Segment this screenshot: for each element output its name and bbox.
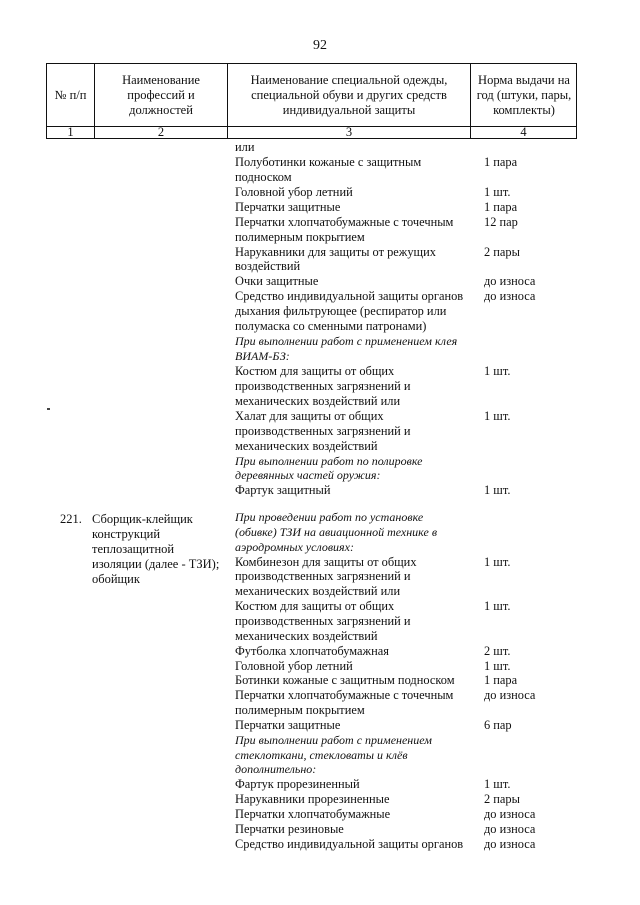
equipment-item: ВИАМ-БЗ: <box>235 349 290 364</box>
issue-norm: 1 шт. <box>484 554 511 569</box>
equipment-item: Средство индивидуальной защиты органов <box>235 289 464 304</box>
column-number-1: 1 <box>67 124 74 139</box>
equipment-item: Костюм для защиты от общих <box>235 363 395 378</box>
issue-norm: 1 шт. <box>484 658 511 673</box>
equipment-item: Фартук прорезиненный <box>235 777 360 792</box>
issue-norm: до износа <box>484 289 536 304</box>
equipment-item: дыхания фильтрующее (респиратор или <box>235 304 447 319</box>
equipment-item: Головной убор летний <box>235 184 353 199</box>
equipment-item: Нарукавники для защиты от режущих <box>235 244 436 259</box>
equipment-item: полимерным покрытием <box>235 703 365 718</box>
issue-norm: 6 пар <box>484 717 512 732</box>
equipment-item: Полуботинки кожаные с защитным <box>235 154 422 169</box>
issue-norm: 1 шт. <box>484 363 511 378</box>
equipment-item: Перчатки защитные <box>235 199 341 214</box>
issue-norm: 2 шт. <box>484 643 511 658</box>
equipment-item: При выполнении работ с применением клея <box>235 334 458 349</box>
header-equipment-col: Наименование специальной одежды, специальной обуви и других средств индивидуальной защиты <box>250 72 448 117</box>
equipment-item: Фартук защитный <box>235 483 331 498</box>
equipment-item: Головной убор летний <box>235 658 353 673</box>
header-number-col: № п/п <box>54 87 87 102</box>
equipment-item: подноском <box>235 169 292 184</box>
issue-norm: 1 пара <box>484 673 518 688</box>
equipment-item: Нарукавники прорезиненные <box>235 792 390 807</box>
column-number-4: 4 <box>520 124 527 139</box>
issue-norm: 1 шт. <box>484 599 511 614</box>
header-norm-col: Норма выдачи на год (штуки, пары, комплекты) <box>476 72 572 117</box>
profession-name: Сборщик-клейщик конструкций теплозащитной изоляции (далее - ТЗИ); обойщик <box>92 512 220 586</box>
equipment-item: производственных загрязнений и <box>235 378 411 393</box>
equipment-item: аэродромных условиях: <box>235 539 354 554</box>
issue-norm: 1 пара <box>484 154 518 169</box>
equipment-item: производственных загрязнений и <box>235 613 411 628</box>
column-number-2: 2 <box>157 124 165 139</box>
equipment-item: Средство индивидуальной защиты органов <box>235 836 464 851</box>
equipment-item: стеклоткани, стекловаты и клёв <box>235 747 408 762</box>
equipment-item: полумаска со сменными патронами) <box>235 319 427 334</box>
equipment-item: производственных загрязнений и <box>235 423 411 438</box>
equipment-item: механических воздействий или <box>235 393 401 408</box>
row-number: 221. <box>60 512 82 526</box>
issue-norm: 12 пар <box>484 214 518 229</box>
column-number-3: 3 <box>345 124 353 139</box>
equipment-item: Ботинки кожаные с защитным подноском <box>235 673 455 688</box>
equipment-item: Футболка хлопчатобумажная <box>235 643 389 658</box>
equipment-item: механических воздействий <box>235 438 378 453</box>
equipment-item: Перчатки резиновые <box>235 821 344 836</box>
equipment-item: Очки защитные <box>235 274 319 289</box>
equipment-item: дополнительно: <box>235 762 317 777</box>
equipment-item: Комбинезон для защиты от общих <box>235 554 417 569</box>
table-header <box>46 63 577 139</box>
equipment-item: Перчатки хлопчатобумажные с точечным <box>235 214 454 229</box>
issue-norm: 2 пары <box>484 244 520 259</box>
issue-norm: до износа <box>484 807 536 821</box>
equipment-item: Костюм для защиты от общих <box>235 599 395 614</box>
issue-norm: 2 пары <box>484 792 520 807</box>
header-profession-col: Наименование профессий и должностей <box>122 72 200 117</box>
equipment-item: полимерным покрытием <box>235 229 365 244</box>
issue-norm: 1 шт. <box>484 408 511 423</box>
equipment-item: Перчатки хлопчатобумажные <box>235 807 391 821</box>
equipment-item: механических воздействий <box>235 628 378 643</box>
equipment-item: (обивке) ТЗИ на авиационной технике в <box>235 524 438 539</box>
equipment-item: При выполнении работ с применением <box>235 732 432 747</box>
equipment-item: воздействий <box>235 259 301 274</box>
equipment-item: При проведении работ по установке <box>235 510 424 524</box>
equipment-item: При выполнении работ по полировке <box>235 453 423 468</box>
equipment-item: Перчатки защитные <box>235 717 341 732</box>
equipment-item: механических воздействий или <box>235 584 401 599</box>
equipment-item: производственных загрязнений и <box>235 569 411 584</box>
scan-mark <box>47 408 50 410</box>
issue-norm: 1 шт. <box>484 483 511 498</box>
page-number: 92 <box>313 38 327 53</box>
issue-norm: 1 шт. <box>484 184 511 199</box>
issue-norm: до износа <box>484 836 536 851</box>
equipment-item: или <box>235 140 255 154</box>
issue-norm: 1 шт. <box>484 777 511 792</box>
issue-norm: до износа <box>484 274 536 289</box>
equipment-item: Халат для защиты от общих <box>235 408 384 423</box>
issue-norm: до износа <box>484 821 536 836</box>
issue-norm: до износа <box>484 688 536 703</box>
equipment-item: деревянных частей оружия: <box>235 468 381 483</box>
issue-norm: 1 пара <box>484 199 518 214</box>
equipment-item: Перчатки хлопчатобумажные с точечным <box>235 688 454 703</box>
